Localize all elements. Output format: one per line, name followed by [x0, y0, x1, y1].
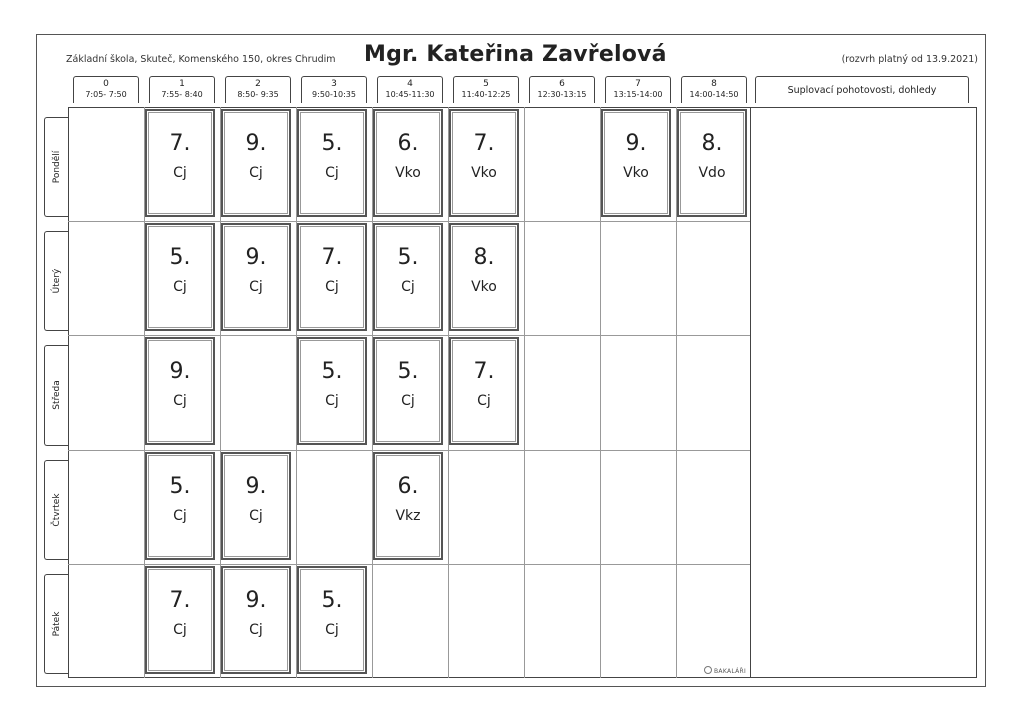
lesson-cell [221, 223, 291, 331]
period-header-7 [605, 76, 671, 103]
lesson-subject: Cj [249, 165, 263, 181]
lesson-cell [373, 223, 443, 331]
lesson-cell [221, 109, 291, 217]
day-tab-2 [44, 345, 68, 445]
period-number: 6 [559, 79, 565, 89]
period-header-1 [149, 76, 215, 103]
period-time: 9:50-10:35 [312, 90, 356, 99]
lesson-subject: Vko [471, 279, 497, 296]
lesson-class: 5. [169, 245, 191, 271]
period-time: 8:50- 9:35 [237, 90, 279, 99]
lesson-subject: Cj [477, 393, 491, 410]
period-number: 8 [711, 79, 717, 89]
lesson-cell [373, 109, 443, 217]
day-label: Pondělí [51, 150, 62, 184]
lesson-class: 9. [245, 587, 267, 613]
row-divider [68, 564, 750, 565]
lesson-cell [145, 223, 215, 331]
lesson-cell [449, 223, 519, 331]
page-title: Mgr. Kateřina Zavřelová [364, 42, 667, 67]
lesson-cell [297, 109, 367, 217]
period-time: 10:45-11:30 [385, 90, 435, 99]
period-number: 5 [483, 79, 489, 89]
period-number: 3 [331, 79, 337, 89]
lesson-class: 5. [321, 587, 343, 613]
lesson-subject: Vdo [698, 165, 726, 181]
period-number: 0 [103, 79, 109, 89]
lesson-class: 6. [397, 131, 419, 156]
day-label: Pátek [51, 611, 62, 637]
lesson-class: 9. [245, 245, 267, 271]
period-number: 4 [407, 79, 413, 89]
row-divider [68, 450, 750, 451]
lesson-subject: Cj [249, 621, 263, 638]
lesson-subject: Cj [325, 621, 339, 638]
period-time: 11:40-12:25 [461, 90, 511, 99]
day-label: Čtvrtek [51, 493, 62, 527]
day-tab-0 [44, 117, 68, 217]
lesson-cell [221, 566, 291, 674]
lesson-cell [145, 337, 215, 445]
lesson-subject: Vko [471, 165, 497, 181]
lesson-subject: Cj [249, 507, 263, 524]
lesson-subject: Cj [173, 621, 187, 638]
lesson-class: 5. [321, 131, 343, 156]
lesson-subject: Cj [325, 165, 339, 181]
period-header-5 [453, 76, 519, 103]
school-name: Základní škola, Skuteč, Komenského 150, okres Chrudim [66, 54, 336, 65]
row-divider [68, 335, 750, 336]
period-time: 13:15-14:00 [613, 90, 663, 99]
lesson-class: 7. [473, 359, 495, 385]
lesson-class: 5. [397, 359, 419, 385]
day-label: Středa [51, 380, 62, 411]
lesson-class: 9. [245, 131, 267, 156]
lesson-subject: Cj [173, 393, 187, 410]
lesson-cell [449, 337, 519, 445]
lesson-class: 8. [701, 131, 723, 156]
period-time: 12:30-13:15 [537, 90, 587, 99]
supl-header: Suplovací pohotovosti, dohledy [755, 76, 969, 103]
lesson-subject: Cj [401, 393, 415, 410]
lesson-subject: Vko [395, 165, 421, 181]
lesson-class: 9. [169, 359, 191, 385]
lesson-cell [677, 109, 747, 217]
lesson-subject: Cj [401, 279, 415, 296]
lesson-class: 7. [321, 245, 343, 271]
period-header-0 [73, 76, 139, 103]
lesson-cell [601, 109, 671, 217]
lesson-class: 7. [473, 131, 495, 156]
period-time: 7:55- 8:40 [161, 90, 203, 99]
lesson-cell [373, 337, 443, 445]
period-header-4 [377, 76, 443, 103]
period-header-8 [681, 76, 747, 103]
lesson-cell [221, 452, 291, 560]
lesson-cell [449, 109, 519, 217]
lesson-cell [145, 109, 215, 217]
day-tab-4 [44, 574, 68, 674]
lesson-cell [373, 452, 443, 560]
period-number: 1 [179, 79, 185, 89]
lesson-class: 5. [169, 473, 191, 499]
lesson-subject: Cj [173, 165, 187, 181]
lesson-subject: Cj [173, 279, 187, 296]
supl-separator [750, 107, 751, 678]
day-label: Úterý [51, 268, 62, 294]
lesson-class: 9. [245, 473, 267, 499]
lesson-class: 5. [397, 245, 419, 271]
lesson-subject: Cj [249, 279, 263, 296]
lesson-subject: Vkz [395, 507, 421, 524]
bakalari-icon [704, 666, 712, 674]
period-header-3 [301, 76, 367, 103]
period-time: 14:00-14:50 [689, 90, 739, 99]
lesson-subject: Cj [325, 393, 339, 410]
lesson-cell [297, 566, 367, 674]
lesson-class: 7. [169, 587, 191, 613]
lesson-class: 9. [625, 131, 647, 156]
lesson-cell [145, 452, 215, 560]
column-divider [524, 107, 525, 678]
lesson-class: 7. [169, 131, 191, 156]
lesson-subject: Cj [173, 507, 187, 524]
lesson-class: 5. [321, 359, 343, 385]
lesson-subject: Vko [623, 165, 649, 181]
lesson-cell [297, 337, 367, 445]
lesson-cell [297, 223, 367, 331]
period-time: 7:05- 7:50 [85, 90, 127, 99]
period-number: 2 [255, 79, 261, 89]
lesson-subject: Cj [325, 279, 339, 296]
period-number: 7 [635, 79, 641, 89]
day-tab-3 [44, 460, 68, 560]
validity-note: (rozvrh platný od 13.9.2021) [841, 54, 978, 65]
lesson-class: 6. [397, 473, 419, 499]
lesson-cell [145, 566, 215, 674]
period-header-6 [529, 76, 595, 103]
day-tab-1 [44, 231, 68, 331]
bakalari-logo [704, 666, 746, 675]
brand-label: BAKALÁŘI [714, 668, 747, 675]
row-divider [68, 221, 750, 222]
lesson-class: 8. [473, 245, 495, 271]
period-header-2 [225, 76, 291, 103]
